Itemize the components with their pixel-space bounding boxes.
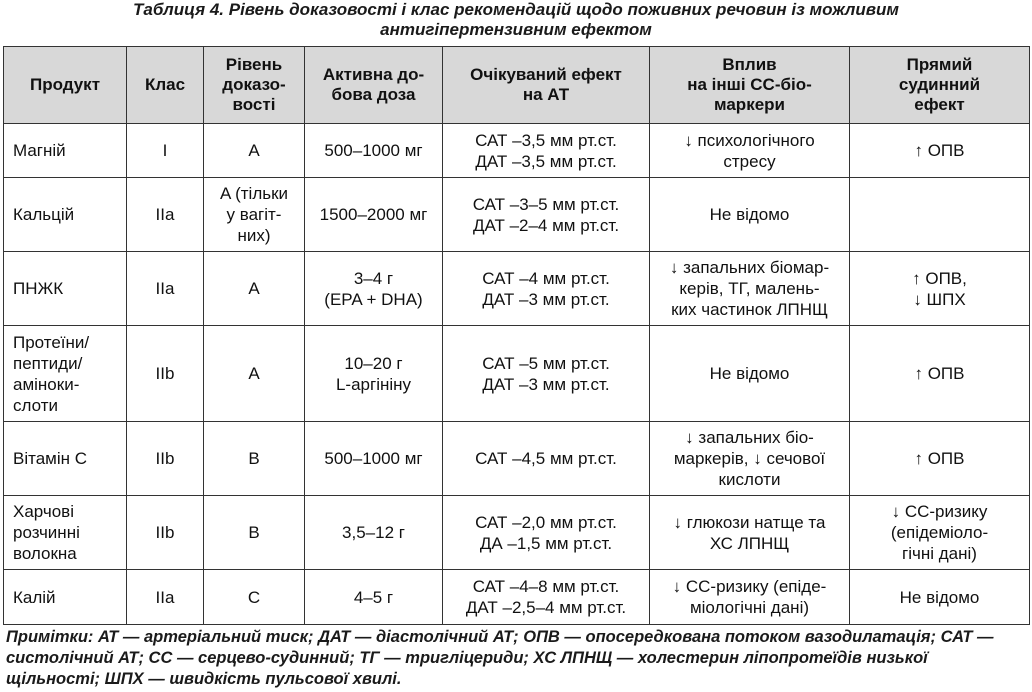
- table-row: [4, 124, 1030, 178]
- cell-bp-effect: САТ –3–5 мм рт.ст. ДАТ –2–4 мм рт.ст.: [443, 178, 650, 252]
- cell-evidence-level: A: [204, 326, 305, 422]
- cell-daily-dose: 10–20 г L-аргініну: [305, 326, 443, 422]
- cell-other-biomarkers: ↓ глюкози натще та ХС ЛПНЩ: [650, 496, 850, 570]
- table-row: [4, 178, 1030, 252]
- header-class: Клас: [127, 47, 204, 124]
- cell-vascular-effect: ↑ ОПВ: [850, 326, 1030, 422]
- table-notes: Примітки: АТ — артеріальний тиск; ДАТ — діастолічний АТ; ОПВ — опосередкована потоком вазодилатація; САТ — систолічний АТ; СС — серцево-судинний; ТГ — тригліцериди; ХС ЛПНЩ — холестерин ліпопротеїдів низької щільності; ШПХ — швидкість пульсової хвилі.: [6, 628, 994, 688]
- cell-product: Кальцій: [4, 178, 127, 252]
- cell-daily-dose: 3–4 г (EPA + DHA): [305, 252, 443, 326]
- cell-product: Магній: [4, 124, 127, 178]
- cell-daily-dose: 3,5–12 г: [305, 496, 443, 570]
- cell-bp-effect: САТ –4,5 мм рт.ст.: [443, 422, 650, 496]
- table-row: [4, 422, 1030, 496]
- table-row: [4, 252, 1030, 326]
- cell-evidence-level: B: [204, 422, 305, 496]
- cell-class: IIb: [127, 326, 204, 422]
- header-other-biomarkers: Вплив на інші СС-біо- маркери: [650, 47, 850, 124]
- table-row: [4, 570, 1030, 625]
- header-bp-effect: Очікуваний ефект на АТ: [443, 47, 650, 124]
- cell-class: IIa: [127, 178, 204, 252]
- cell-class: IIb: [127, 496, 204, 570]
- cell-evidence-level: B: [204, 496, 305, 570]
- cell-product: Харчові розчинні волокна: [4, 496, 127, 570]
- table-row: [4, 326, 1030, 422]
- nutrients-table: [3, 46, 1030, 625]
- cell-vascular-effect: ↓ СС-ризику (епідеміоло- гічні дані): [850, 496, 1030, 570]
- cell-product: Калій: [4, 570, 127, 625]
- cell-product: ПНЖК: [4, 252, 127, 326]
- cell-vascular-effect: ↑ ОПВ: [850, 422, 1030, 496]
- table-caption: [0, 0, 1032, 44]
- caption-line-1: Таблиця 4. Рівень доказовості і клас рекомендацій щодо поживних речовин із можливим: [133, 0, 899, 19]
- cell-class: IIb: [127, 422, 204, 496]
- cell-evidence-level: A (тільки у вагіт- них): [204, 178, 305, 252]
- header-evidence-level: Рівень доказо- вості: [204, 47, 305, 124]
- cell-product: Вітамін C: [4, 422, 127, 496]
- cell-class: I: [127, 124, 204, 178]
- cell-evidence-level: C: [204, 570, 305, 625]
- cell-bp-effect: САТ –4 мм рт.ст. ДАТ –3 мм рт.ст.: [443, 252, 650, 326]
- cell-bp-effect: САТ –2,0 мм рт.ст. ДА –1,5 мм рт.ст.: [443, 496, 650, 570]
- cell-vascular-effect: ↑ ОПВ, ↓ ШПХ: [850, 252, 1030, 326]
- cell-other-biomarkers: Не відомо: [650, 178, 850, 252]
- cell-evidence-level: A: [204, 124, 305, 178]
- cell-bp-effect: САТ –4–8 мм рт.ст. ДАТ –2,5–4 мм рт.ст.: [443, 570, 650, 625]
- cell-bp-effect: САТ –5 мм рт.ст. ДАТ –3 мм рт.ст.: [443, 326, 650, 422]
- cell-other-biomarkers: Не відомо: [650, 326, 850, 422]
- cell-other-biomarkers: ↓ запальних біо- маркерів, ↓ сечової кислоти: [650, 422, 850, 496]
- cell-class: IIa: [127, 252, 204, 326]
- header-product: Продукт: [4, 47, 127, 124]
- cell-product: Протеїни/ пептиди/ аміноки- слоти: [4, 326, 127, 422]
- cell-daily-dose: 500–1000 мг: [305, 124, 443, 178]
- caption-line-2: антигіпертензивним ефектом: [380, 20, 652, 39]
- table-row: [4, 496, 1030, 570]
- cell-evidence-level: A: [204, 252, 305, 326]
- cell-bp-effect: САТ –3,5 мм рт.ст. ДАТ –3,5 мм рт.ст.: [443, 124, 650, 178]
- cell-class: IIa: [127, 570, 204, 625]
- cell-vascular-effect: ↑ ОПВ: [850, 124, 1030, 178]
- table-header-row: [4, 47, 1030, 124]
- cell-daily-dose: 4–5 г: [305, 570, 443, 625]
- header-daily-dose: Активна до- бова доза: [305, 47, 443, 124]
- cell-other-biomarkers: ↓ СС-ризику (епіде- міологічні дані): [650, 570, 850, 625]
- cell-other-biomarkers: ↓ психологічного стресу: [650, 124, 850, 178]
- cell-other-biomarkers: ↓ запальних біомар- керів, ТГ, малень- ких частинок ЛПНЩ: [650, 252, 850, 326]
- header-vascular-effect: Прямий судинний ефект: [850, 47, 1030, 124]
- cell-vascular-effect: Не відомо: [850, 570, 1030, 625]
- cell-daily-dose: 500–1000 мг: [305, 422, 443, 496]
- cell-daily-dose: 1500–2000 мг: [305, 178, 443, 252]
- cell-vascular-effect: [850, 178, 1030, 252]
